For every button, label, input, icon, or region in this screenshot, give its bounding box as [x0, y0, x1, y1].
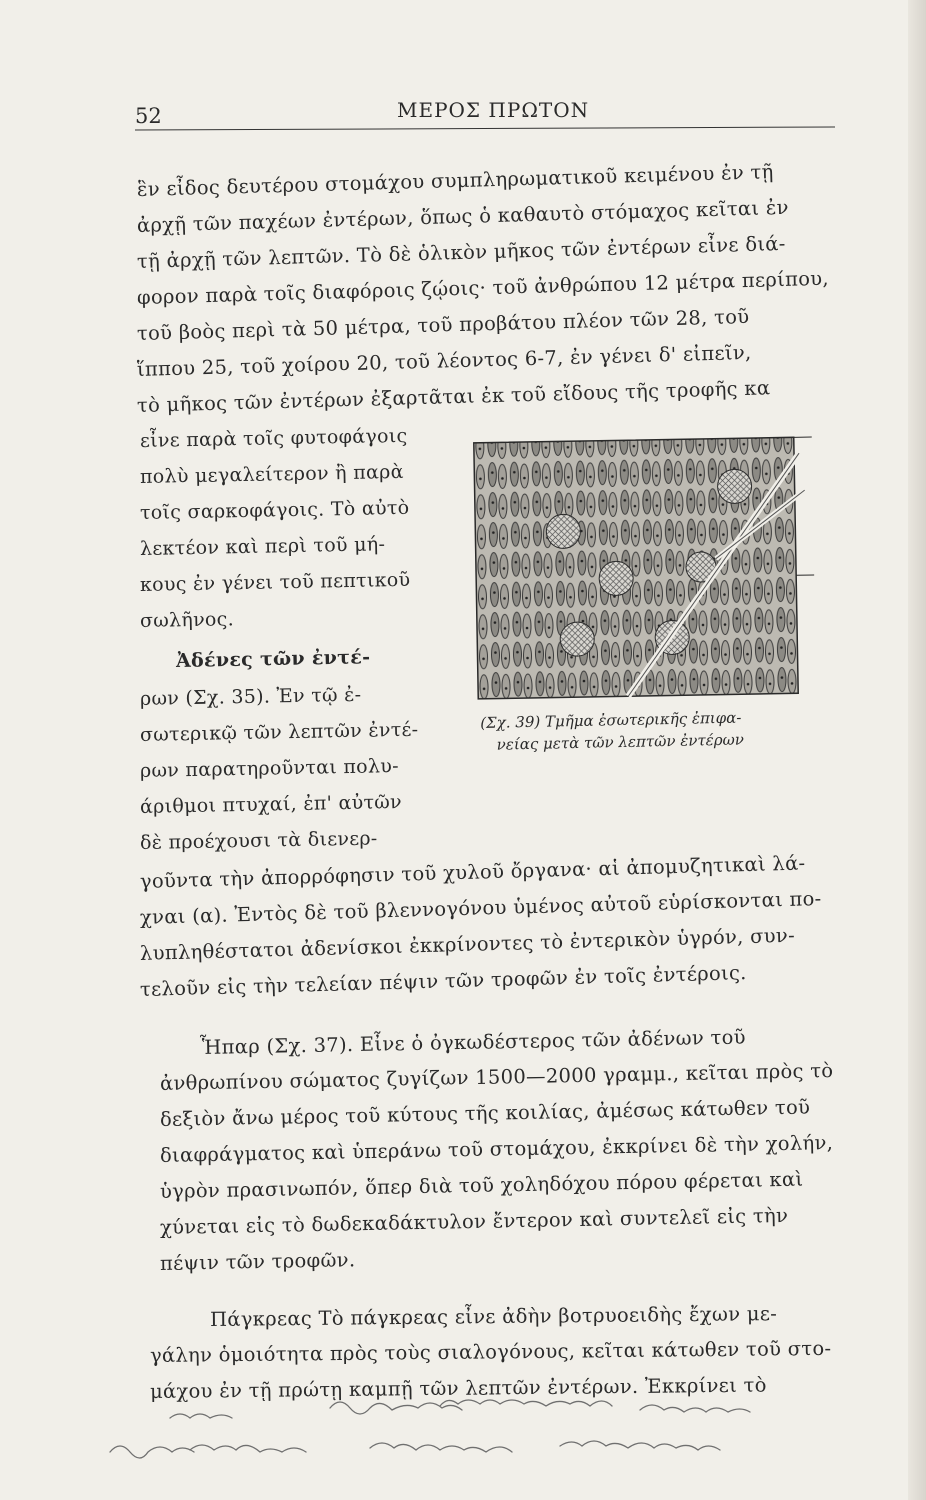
column-line-4: λεκτέον καὶ περὶ τοῦ μή- [139, 533, 386, 560]
running-title: ΜΕΡΟΣ ΠΡΩΤΟΝ [397, 98, 590, 122]
column-line-3: τοῖς σαρκοφάγοις. Τὸ αὐτὸ [139, 496, 410, 524]
after-line-4: τελοῦν εἰς τὴν τελείαν πέψιν τῶν τροφῶν ἐν τοῖς ἐντέροις. [139, 961, 747, 1001]
column-line-8: ρων (Σχ. 35). Ἐν τῷ ἐ- [139, 683, 362, 710]
pancreas-line-1: Πάγκρεας Τὸ πάγκρεας εἶνε ἀδὴν βοτρυοειδὴς ἔχων με- [209, 1302, 778, 1331]
after-line-1: γοῦντα τὴν ἀπορρόφησιν τοῦ χυλοῦ ὄργανα· αἱ ἀπομυζητικαὶ λά- [139, 851, 806, 893]
liver-line-4: διαφράγματος καὶ ὑπεράνω τοῦ στομάχου, ἐκκρίνει δὲ τὴν χολήν, [159, 1131, 834, 1167]
figure-caption [480, 704, 841, 756]
liver-line-5: ὑγρὸν πρασινωπόν, ὅπερ διὰ τοῦ χοληδόχου πόρου φέρεται καὶ [159, 1167, 804, 1203]
pencil-handwriting [40, 1308, 880, 1468]
column-line-2: πολὺ μεγαλείτερον ἢ παρὰ [139, 460, 404, 488]
pancreas-line-2: γάλην ὁμοιότητα πρὸς τοὺς σιαλογόνους, κεῖται κάτωθεν τοῦ στο- [149, 1336, 832, 1367]
body-line-5: τοῦ βοὸς περὶ τὰ 50 μέτρα, τοῦ προβάτου πλέον τῶν 28, τοῦ [136, 304, 750, 345]
column-line-12: δὲ προέχουσι τὰ διενερ- [139, 827, 378, 854]
after-line-3: λυπληθέστατοι ἀδενίσκοι ἐκκρίνοντες τὸ ἐντερικὸν ὑγρόν, συν- [139, 923, 796, 965]
pancreas-line-3: μάχου ἐν τῇ πρώτῃ καμπῇ τῶν λεπτῶν ἐντέρων. Ἐκκρίνει τὸ [149, 1373, 767, 1403]
header-rule [135, 126, 835, 130]
column-line-10: ρων παρατηροῦνται πολυ- [139, 755, 400, 782]
after-line-2: χναι (α). Ἐντὸς δὲ τοῦ βλεννογόνου ὑμένος αὐτοῦ εὑρίσκονται πο- [139, 886, 822, 929]
column-line-11: άριθμοι πτυχαί, ἐπ' αὐτῶν [139, 790, 403, 818]
page-number: 52 [135, 104, 162, 128]
body-line-6: ἵππου 25, τοῦ χοίρου 20, τοῦ λέοντος 6-7, ἐν γένει δ' εἰπεῖν, [136, 340, 752, 381]
body-line-1: ἓν εἶδος δευτέρου στομάχου συμπληρωματικοῦ κειμένου ἐν τῇ [136, 160, 774, 201]
page-edge [908, 0, 926, 1500]
figure-caption-line-1: (Σχ. 39) Τμῆμα ἐσωτερικῆς ἐπιφα- [480, 708, 742, 732]
liver-line-2: ἀνθρωπίνου σώματος ζυγίζων 1500—2000 γραμμ., κεῖται πρὸς τὸ [159, 1059, 834, 1095]
liver-line-7: πέψιν τῶν τροφῶν. [159, 1248, 356, 1275]
page-header [135, 98, 835, 138]
column-line-6: σωλῆνος. [139, 608, 235, 632]
body-line-2: ἀρχῇ τῶν παχέων ἐντέρων, ὅπως ὁ καθαυτὸ στόμαχος κεῖται ἐν [136, 195, 789, 237]
liver-line-1: Ἧπαρ (Σχ. 37). Εἶνε ὁ ὀγκωδέστερος τῶν ἀδένων τοῦ [199, 1025, 747, 1059]
body-line-7: τὸ μῆκος τῶν ἐντέρων ἐξαρτᾶται ἐκ τοῦ εἴδους τῆς τροφῆς κα [136, 376, 771, 417]
liver-line-6: χύνεται εἰς τὸ δωδεκαδάκτυλον ἔντερον καὶ συντελεῖ εἰς τὴν [159, 1203, 789, 1239]
body-line-3: τῇ ἀρχῇ τῶν λεπτῶν. Τὸ δὲ ὁλικὸν μῆκος τῶν ἐντέρων εἶνε διά- [136, 231, 786, 273]
section-heading-glands: Ἀδένες τῶν ἐντέ- [175, 646, 371, 672]
column-line-9: σωτερικῷ τῶν λεπτῶν ἐντέ- [139, 718, 419, 746]
intestine-illustration [464, 425, 819, 711]
column-line-5: κους ἐν γένει τοῦ πεπτικοῦ [139, 568, 411, 596]
figure-caption-line-2: νείας μετὰ τῶν λεπτῶν ἐντέρων [496, 730, 745, 754]
body-line-4: φορον παρὰ τοῖς διαφόροις ζῴοις· τοῦ ἀνθρώπου 12 μέτρα περίπου, [136, 266, 830, 309]
column-line-1: εἶνε παρὰ τοῖς φυτοφάγοις [139, 424, 408, 452]
liver-line-3: δεξιὸν ἄνω μέρος τοῦ κύτους τῆς κοιλίας, ἀμέσως κάτωθεν τοῦ [159, 1095, 811, 1131]
